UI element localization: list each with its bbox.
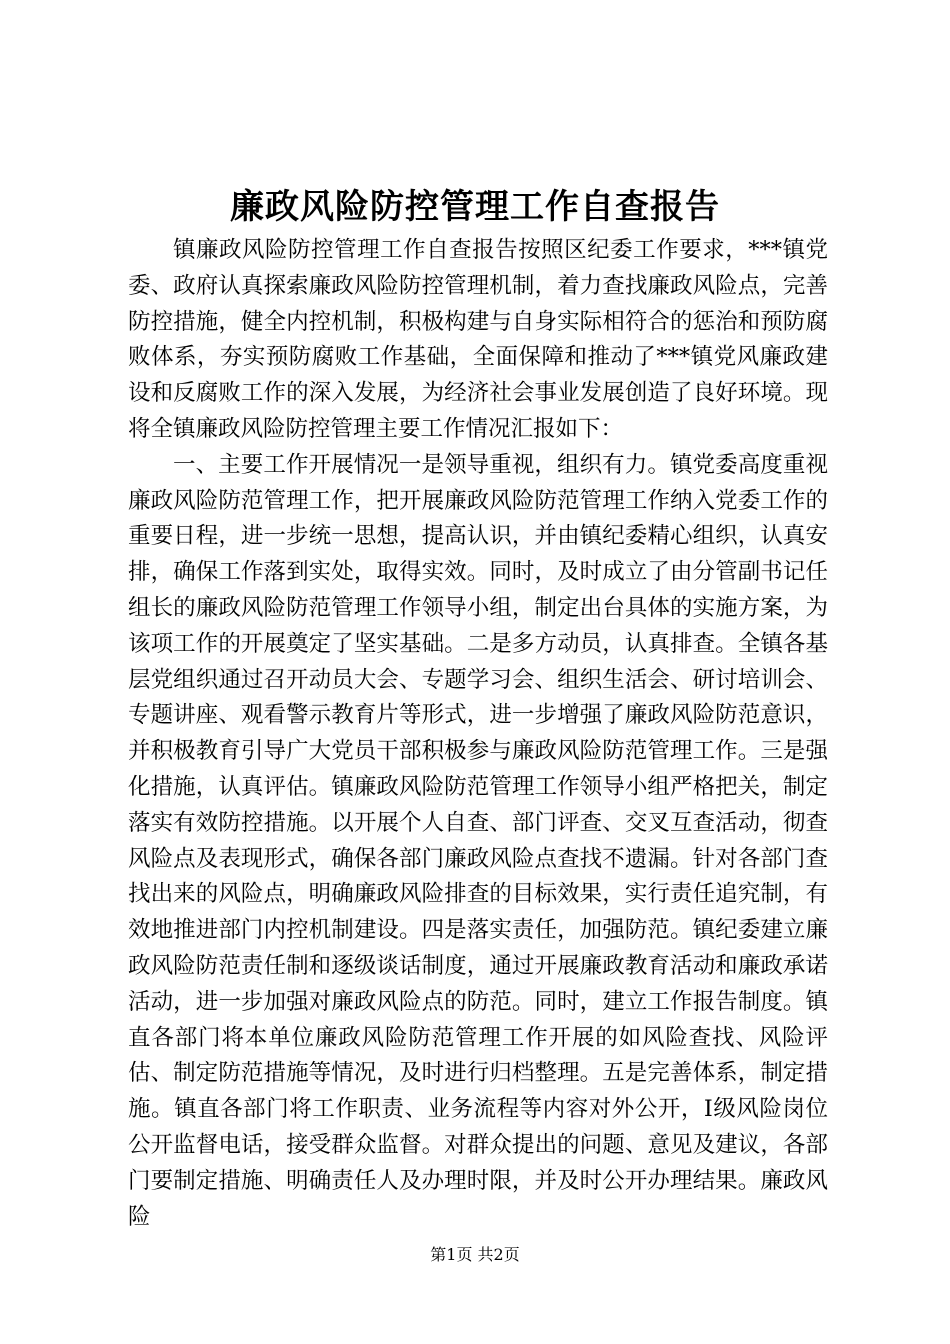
paragraph-main-work: 一、主要工作开展情况一是领导重视，组织有力。镇党委高度重视廉政风险防范管理工作，把开展廉政风险防范管理工作纳入党委工作的重要日程，进一步统一思想，提高认识，并由镇纪委精心组织，认真安排，确保工作落到实处，取得实效。同时，及时成立了由分管副书记任组长的廉政风险防范管理工作领导小组，制定出台具体的实施方案，为该项工作的开展奠定了坚实基础。二是多方动员，认真排查。全镇各基层党组织通过召开动员大会、专题学习会、组织生活会、研讨培训会、专题讲座、观看警示教育片等形式，进一步增强了廉政风险防范意识，并积极教育引导广大党员干部积极参与廉政风险防范管理工作。三是强化措施，认真评估。镇廉政风险防范管理工作领导小组严格把关，制定落实有效防控措施。以开展个人自查、部门评查、交叉互查活动，彻查风险点及表现形式，确保各部门廉政风险点查找不遗漏。针对各部门查找出来的风险点，明确廉政风险排查的目标效果，实行责任追究制，有效地推进部门内控机制建设。四是落实责任，加强防范。镇纪委建立廉政风险防范责任制和逐级谈话制度，通过开展廉政教育活动和廉政承诺活动，进一步加强对廉政风险点的防范。同时，建立工作报告制度。镇直各部门将本单位廉政风险防范管理工作开展的如风险查找、风险评估、制定防范措施等情况，及时进行归档整理。五是完善体系，制定措施。镇直各部门将工作职责、业务流程等内容对外公开，Ⅰ级风险岗位公开监督电话，接受群众监督。对群众提出的问题、意见及建议，各部门要制定措施、明确责任人及办理时限，并及时公开办理结果。廉政风险 — [128, 451, 828, 1230]
paragraph-intro: 镇廉政风险防控管理工作自查报告按照区纪委工作要求，***镇党委、政府认真探索廉政风险防控管理机制，着力查找廉政风险点，完善防控措施，健全内控机制，积极构建与自身实际相符合的惩治和预防腐败体系，夯实预防腐败工作基础，全面保障和推动了***镇党风廉政建设和反腐败工作的深入发展，为经济社会事业发展创造了良好环境。现将全镇廉政风险防控管理主要工作情况汇报如下： — [128, 237, 828, 442]
page-title: 廉政风险防控管理工作自查报告 — [230, 187, 720, 227]
document-body — [128, 233, 828, 1235]
page-number-footer: 第1页 共2页 — [430, 1245, 520, 1264]
